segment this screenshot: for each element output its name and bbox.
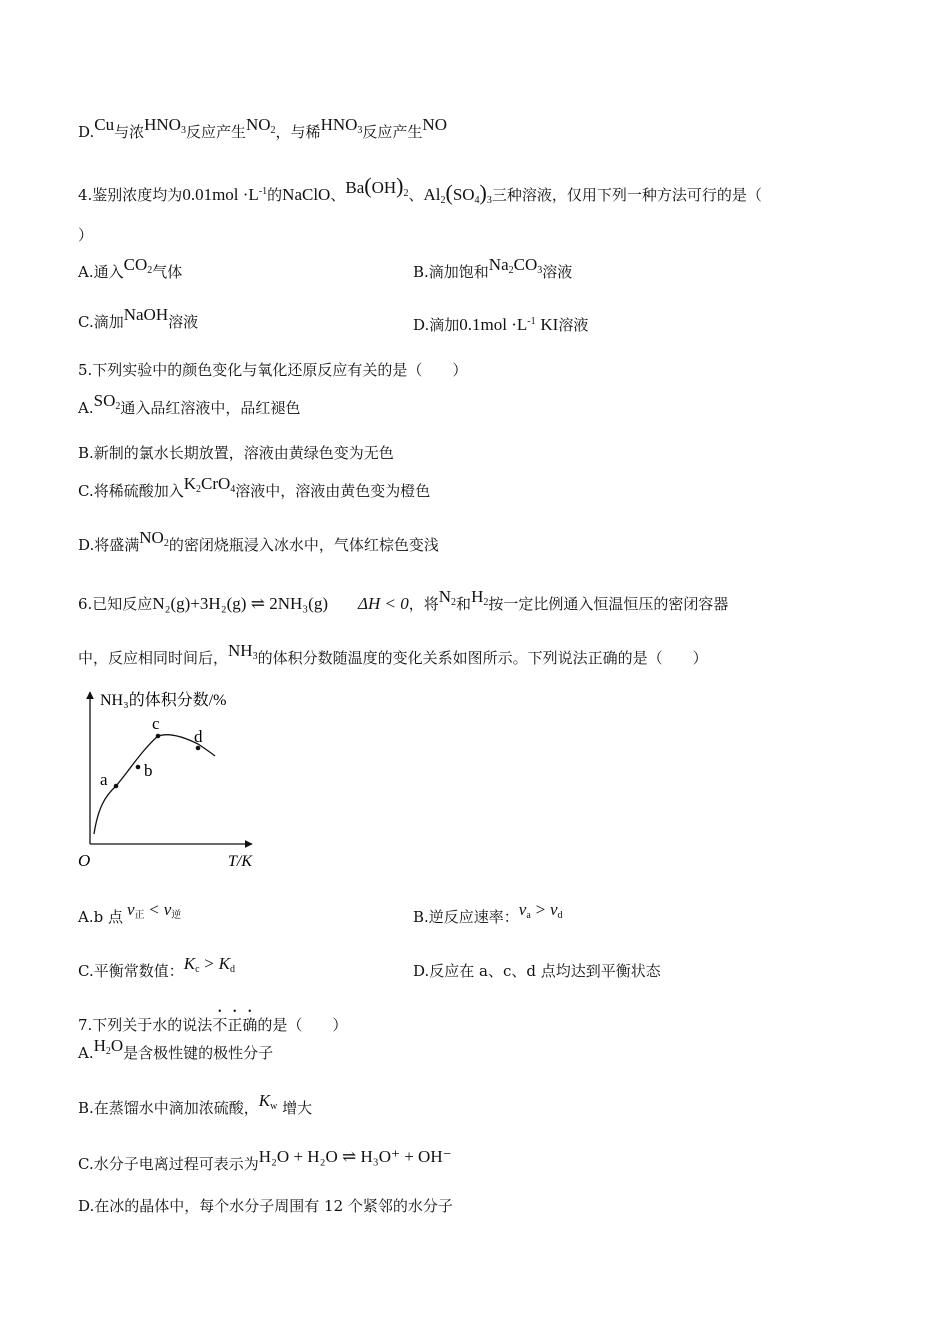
concentration-ki: $0.1mol \cdot L^{-1}$ (459, 315, 536, 334)
formula-so2: $SO_2$ (93, 391, 121, 412)
formula-nh3: $NH_3$ (228, 641, 258, 662)
concentration: $0.01mol \cdot L^{-1}$ (182, 185, 268, 204)
k-c: $K_c$ (183, 954, 200, 975)
formula-naclo: NaClO (282, 185, 331, 204)
point-b (136, 765, 141, 770)
q7-option-c: C.水分子电离过程可表示为H₂O + H₂O ⇌ H₃O⁺ + OH⁻ (78, 1147, 452, 1173)
kw-symbol: $K_w$ (258, 1091, 278, 1112)
delta-h: ΔH < 0 (358, 594, 409, 613)
reaction-equation: N₂(g)+3H₂(g) ⇌ 2NH₃(g) (152, 594, 328, 613)
q7-option-d: D.在冰的晶体中，每个水分子周围有 12 个紧邻的水分子 (78, 1197, 453, 1215)
q6-option-a: A.b 点 $v_正 < v_逆$ (78, 900, 182, 926)
formula-h2: $H_2$ (471, 587, 489, 608)
label-c: c (152, 714, 160, 733)
formula-naoh: NaOH (123, 305, 169, 324)
q6-option-c: C.平衡常数值：$K_c > K_d$ (78, 954, 236, 980)
emphasis-not-correct: 不正确 (212, 1016, 258, 1034)
q4-stem-close: ） (78, 226, 94, 244)
q7-option-b: B.在蒸馏水中滴加浓硫酸，$K_w$ 增大 (78, 1091, 313, 1117)
label-d: d (194, 727, 203, 746)
formula-al2so43: $Al_2(SO_4)_3$ (423, 180, 492, 206)
v-a: $v_a$ (518, 900, 531, 921)
q6-stem-line1: 6.已知反应N₂(g)+3H₂(g) ⇌ 2NH₃(g) ΔH < 0，将$N_2$和$H_2$按一定比例通入恒温恒压的密闭容器 (78, 587, 729, 613)
formula-co2: $CO_2$ (123, 255, 153, 276)
ionization-equation: H₂O + H₂O ⇌ H₃O⁺ + OH⁻ (258, 1147, 452, 1166)
v-reverse: $v_逆$ (163, 900, 182, 921)
point-c (156, 734, 161, 739)
q6-stem-line2: 中，反应相同时间后，$NH_3$的体积分数随温度的变化关系如图所示。下列说法正确的是（ ） (78, 641, 708, 667)
q5-option-c: C.将稀硫酸加入$K_2CrO_4$溶液中，溶液由黄色变为橙色 (78, 474, 431, 500)
formula-n2: $N_2$ (438, 587, 457, 608)
point-a (114, 784, 119, 789)
q3-option-d: D.Cu与浓$HNO_3$反应产生$NO_2$，与稀$HNO_3$反应产生NO (78, 115, 447, 141)
formula-hno3-dilute: $HNO_3$ (320, 115, 363, 136)
formula-no2: $NO_2$ (245, 115, 276, 136)
origin-label: O (78, 851, 91, 870)
q5-option-d: D.将盛满$NO_2$的密闭烧瓶浸入冰水中，气体红棕色变浅 (78, 528, 439, 554)
q6-option-b: B.逆反应速率：$v_a > v_d$ (413, 900, 563, 926)
k-d: $K_d$ (218, 954, 236, 975)
formula-na2co3: $Na_2CO_3$ (488, 255, 543, 276)
formula-cu: Cu (94, 115, 115, 134)
v-d: $v_d$ (549, 900, 563, 921)
point-d (196, 746, 201, 751)
formula-ki: KI (540, 315, 559, 334)
y-axis-label: NH₃的体积分数/% (100, 692, 227, 709)
q4-option-c: C.滴加NaOH溶液 (78, 305, 199, 331)
q6-option-d: D.反应在 a、c、d 点均达到平衡状态 (413, 962, 661, 980)
q7-option-a: $A.H_2O$是含极性键的极性分子 (78, 1036, 274, 1062)
q7-stem: 7.下列关于水的说法不正确的是（ ） (78, 1016, 348, 1034)
label-a: a (100, 770, 108, 789)
q4-option-b: B.滴加饱和$Na_2CO_3$溶液 (413, 255, 573, 281)
q5-option-b: B.新制的氯水长期放置，溶液由黄绿色变为无色 (78, 444, 394, 462)
q4-option-a: A.通入$CO_2$气体 (78, 255, 183, 281)
formula-k2cro4: $K_2CrO_4$ (183, 474, 236, 495)
formula-hno3: $HNO_3$ (144, 115, 186, 136)
formula-baoh2: $Ba(OH)_2$ (345, 173, 409, 199)
formula-no2: $NO_2$ (139, 528, 169, 549)
v-forward: $v_正$ (126, 900, 145, 921)
q5-option-a: $A.SO_2$通入品红溶液中，品红褪色 (78, 391, 301, 417)
q4-stem: 4.鉴别浓度均为$0.01mol \cdot L^{-1}$的NaClO、$Ba(OH)_2$、$Al_2(SO_4)_3$三种溶液，仅用下列一种方法可行的是（ (78, 173, 762, 206)
x-axis-label: T/K (228, 853, 253, 870)
label-b: b (144, 761, 153, 780)
q5-stem: 5.下列实验中的颜色变化与氧化还原反应有关的是（ ） (78, 361, 468, 379)
q4-option-d: D.滴加$0.1mol \cdot L^{-1}$ KI溶液 (413, 315, 589, 334)
nh3-fraction-chart (70, 688, 290, 878)
formula-h2o: $H_2O$ (93, 1036, 124, 1057)
formula-no: NO (422, 115, 447, 134)
